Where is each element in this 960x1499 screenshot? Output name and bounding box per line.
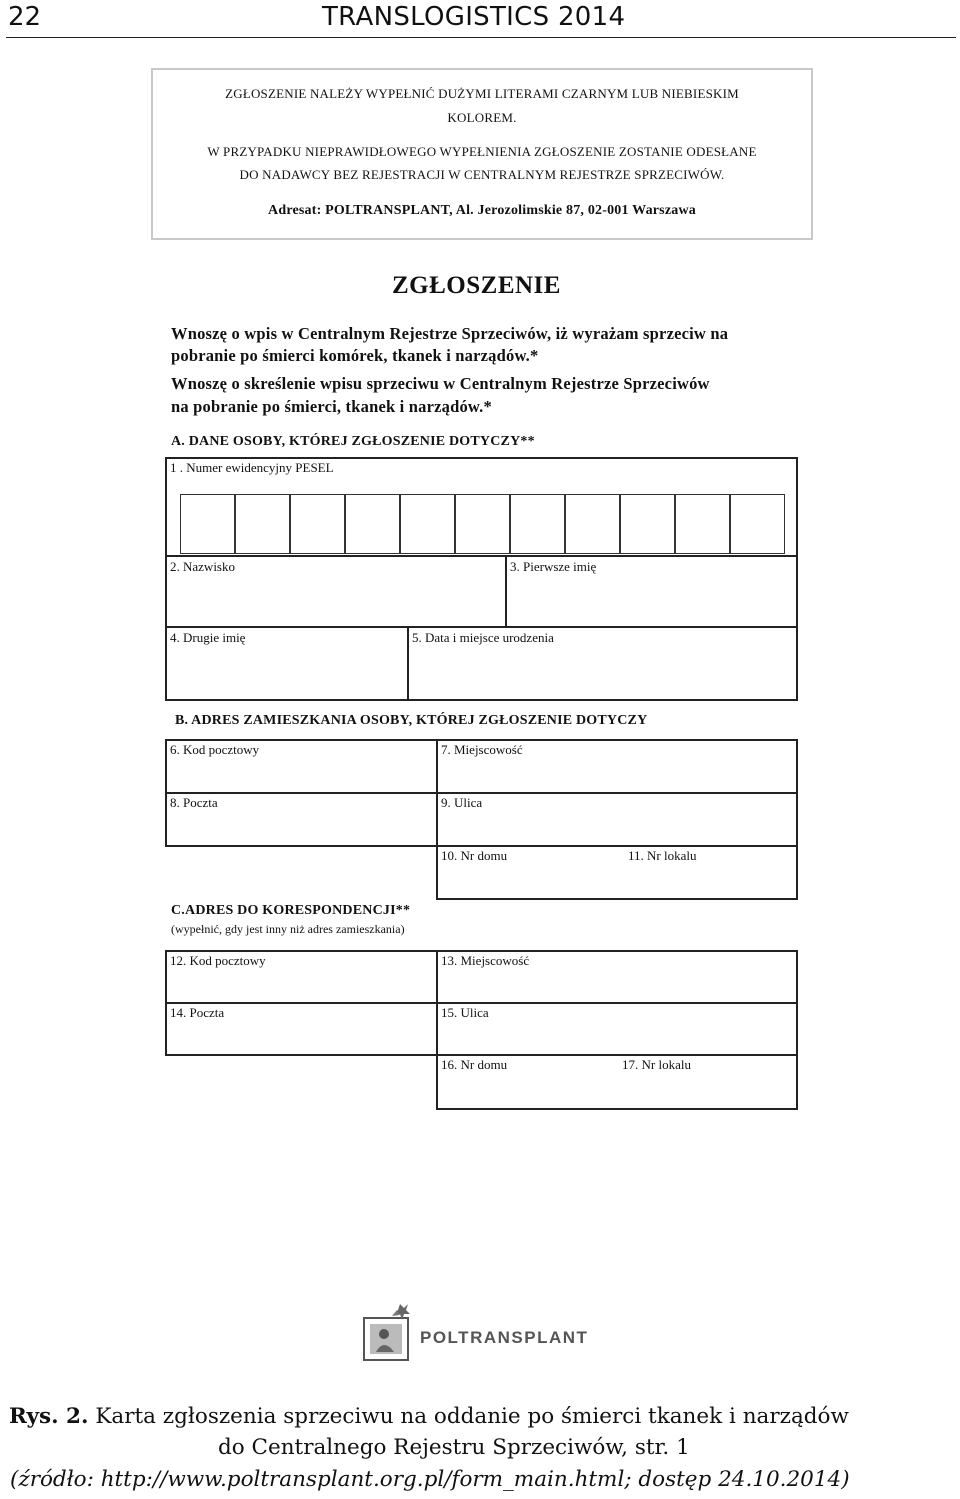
form-title: ZGŁOSZENIE xyxy=(392,272,561,299)
pesel-digit-cell[interactable] xyxy=(509,494,566,554)
poltransplant-logo-icon xyxy=(362,1300,412,1362)
notice-line-4: DO NADAWCY BEZ REJESTRACJI W CENTRALNYM REJESTRZE SPRZECIWÓW. xyxy=(239,167,725,182)
divider xyxy=(505,556,507,627)
pesel-digit-cell[interactable] xyxy=(399,494,456,554)
field-city-label: 7. Miejscowość xyxy=(441,742,523,757)
field-corr-city-label: 13. Miejscowość xyxy=(441,953,530,968)
request-1-line-1: Wnoszę o wpis w Centralnym Rejestrze Sprzeciwów, iż wyrażam sprzeciw na xyxy=(171,324,729,343)
section-b-heading: B. ADRES ZAMIESZKANIA OSOBY, KTÓREJ ZGŁOSZENIE DOTYCZY xyxy=(175,713,648,728)
field-house-number-label: 10. Nr domu xyxy=(441,848,508,863)
divider xyxy=(165,792,798,794)
pesel-digit-cell[interactable] xyxy=(344,494,401,554)
field-surname-label: 2. Nazwisko xyxy=(170,559,235,574)
divider xyxy=(165,555,798,557)
notice-addressee: Adresat: POLTRANSPLANT, Al. Jerozolimskie 87, 02-001 Warszawa xyxy=(268,203,696,218)
figure-label: Rys. 2. xyxy=(9,1404,89,1429)
figure-caption-line-1 xyxy=(9,1404,849,1429)
pesel-digit-cell[interactable] xyxy=(619,494,676,554)
field-birth-label: 5. Data i miejsce urodzenia xyxy=(412,630,554,645)
field-first-name-label: 3. Pierwsze imię xyxy=(510,559,597,574)
notice-line-2: KOLOREM. xyxy=(447,110,517,125)
section-c-subheading: (wypełnić, gdy jest inny niż adres zamieszkania) xyxy=(171,922,405,936)
divider xyxy=(436,740,438,846)
field-corr-house-number-label: 16. Nr domu xyxy=(441,1057,508,1072)
page-number: 22 xyxy=(8,2,42,32)
notice-line-1: ZGŁOSZENIE NALEŻY WYPEŁNIĆ DUŻYMI LITERAMI CZARNYM LUB NIEBIESKIM xyxy=(225,86,739,101)
figure-caption-line-2: do Centralnego Rejestru Sprzeciwów, str. 1 xyxy=(218,1435,690,1460)
field-corr-flat-number-label: 17. Nr lokalu xyxy=(622,1057,691,1072)
divider xyxy=(165,626,798,628)
pesel-digit-cell[interactable] xyxy=(289,494,346,554)
divider xyxy=(436,951,438,1055)
pesel-digit-cell[interactable] xyxy=(234,494,291,554)
figure-source: (źródło: http://www.poltransplant.org.pl/form_main.html; dostęp 24.10.2014) xyxy=(10,1467,850,1492)
divider xyxy=(165,1002,798,1004)
section-c-heading: C.ADRES DO KORESPONDENCJI** xyxy=(171,903,411,918)
notice-line-3: W PRZYPADKU NIEPRAWIDŁOWEGO WYPEŁNIENIA ZGŁOSZENIE ZOSTANIE ODESŁANE xyxy=(207,144,757,159)
poltransplant-logo-text: POLTRANSPLANT xyxy=(420,1328,589,1347)
field-corr-street-label: 15. Ulica xyxy=(441,1005,489,1020)
field-street-label: 9. Ulica xyxy=(441,795,483,810)
pesel-digit-cell[interactable] xyxy=(729,494,785,554)
field-post-office-label: 8. Poczta xyxy=(170,795,218,810)
request-1-line-2: pobranie po śmierci komórek, tkanek i narządów.* xyxy=(171,346,539,365)
figure-caption-text-1: Karta zgłoszenia sprzeciwu na oddanie po śmierci tkanek i narządów xyxy=(95,1404,849,1429)
field-corr-post-office-label: 14. Poczta xyxy=(170,1005,225,1020)
request-2-line-1: Wnoszę o skreślenie wpisu sprzeciwu w Centralnym Rejestrze Sprzeciwów xyxy=(171,374,710,393)
field-flat-number-label: 11. Nr lokalu xyxy=(628,848,697,863)
field-postcode-label: 6. Kod pocztowy xyxy=(170,742,260,757)
header-rule xyxy=(6,37,956,38)
pesel-digit-cell[interactable] xyxy=(564,494,621,554)
field-pesel-label: 1 . Numer ewidencyjny PESEL xyxy=(170,460,334,475)
pesel-digit-cell[interactable] xyxy=(674,494,731,554)
field-second-name-label: 4. Drugie imię xyxy=(170,630,246,645)
field-corr-postcode-label: 12. Kod pocztowy xyxy=(170,953,266,968)
divider xyxy=(407,627,409,700)
section-a-heading: A. DANE OSOBY, KTÓREJ ZGŁOSZENIE DOTYCZY** xyxy=(171,434,535,449)
journal-title: TRANSLOGISTICS 2014 xyxy=(322,2,626,32)
pesel-digit-cell[interactable] xyxy=(454,494,511,554)
notice-box xyxy=(151,68,813,240)
pesel-digit-cell[interactable] xyxy=(180,494,236,554)
request-2-line-2: na pobranie po śmierci, tkanek i narządów.* xyxy=(171,397,492,416)
